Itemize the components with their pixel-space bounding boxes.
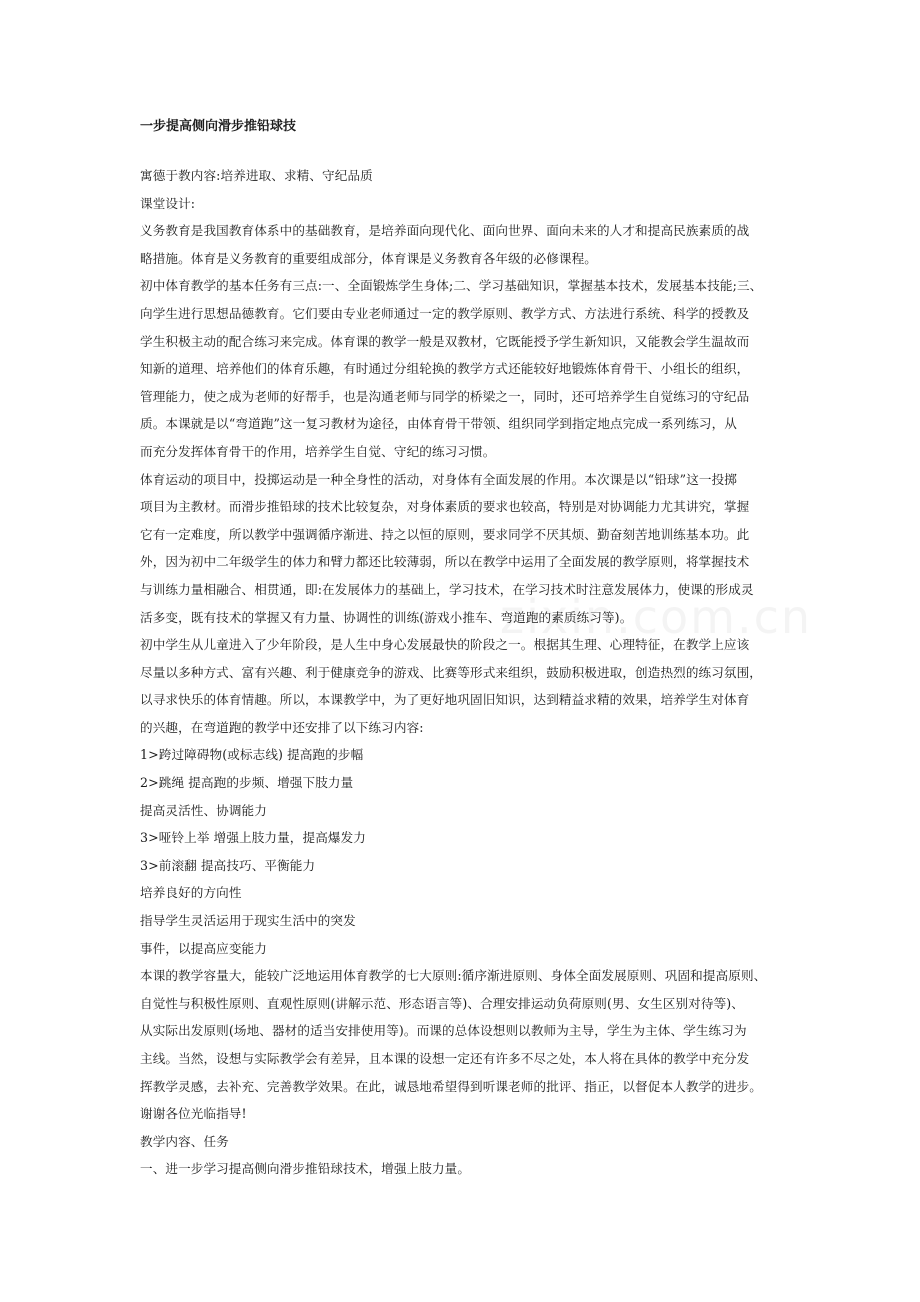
body-line: 教学内容、任务: [140, 1133, 229, 1149]
body-line: 与训练力量相融合、相贯通，即:在发展体力的基础上，学习技术，在学习技术时注意发展体力，使课的形成灵: [140, 581, 754, 597]
body-line: 寓德于教内容:培养进取、求精、守纪品质: [140, 168, 373, 183]
body-line: 一、进一步学习提高侧向滑步推铅球技术，增强上肢力量。: [140, 1161, 471, 1177]
body-line: 的兴趣，在弯道跑的教学中还安排了以下练习内容:: [140, 719, 424, 735]
body-line: 质。本课就是以“弯道跑”这一复习教材为途径，由体育骨干带领、组织同学到指定地点完成一系列练习，从: [140, 416, 737, 432]
body-line: 3>前滚翻 提高技巧、平衡能力: [140, 857, 316, 873]
body-line: 指导学生灵活运用于现实生活中的突发: [140, 913, 356, 929]
body-line: 提高灵活性、协调能力: [140, 802, 267, 818]
body-line: 学生积极主动的配合练习来完成。体育课的教学一般是双教材，它既能授予学生新知识，又能教会学生温故而: [140, 333, 750, 349]
document-body: [140, 162, 800, 1183]
body-line: 谢谢各位光临指导!: [140, 1106, 247, 1122]
body-line: 主线。当然，设想与实际教学会有差异，且本课的设想一定还有许多不尽之处，本人将在具体的教学中充分发: [140, 1051, 750, 1066]
body-line: 本课的教学容量大，能较广泛地运用体育教学的七大原则:循序渐进原则、身体全面发展原则、巩固和提高原则、: [140, 968, 767, 984]
watermark-text: zixin.com.cn: [500, 590, 813, 644]
body-line: 知新的道理、培养他们的体育乐趣，有时通过分组轮换的教学方式还能较好地锻炼体育骨干、小组长的组织，: [140, 361, 750, 377]
body-line: 略措施。体育是义务教育的重要组成部分，体育课是义务教育各年级的必修课程。: [140, 250, 597, 266]
body-line: 3>哑铃上举 增强上肢力量，提高爆发力: [140, 830, 366, 846]
body-line: 事件，以提高应变能力: [140, 940, 267, 956]
body-line: 尽量以多种方式、富有兴趣、利于健康竞争的游戏、比赛等形式来组织，鼓励积极进取，创造热烈的练习氛围，: [140, 664, 762, 680]
body-line: 项目为主教材。而滑步推铅球的技术比较复杂，对身体素质的要求也较高，特别是对协调能力尤其讲究，掌握: [140, 499, 750, 515]
body-line: 活多变，既有技术的掌握又有力量、协调性的训练(游戏小推车、弯道跑的素质练习等)。: [140, 609, 633, 625]
body-line: 外，因为初中二年级学生的体力和臂力都还比较薄弱，所以在教学中运用了全面发展的教学原则，将掌握技术: [140, 554, 750, 570]
body-line: 自觉性与积极性原则、直观性原则(讲解示范、形态语言等)、合理安排运动负荷原则(男、女生区别对待等)、: [140, 995, 744, 1011]
body-line: 义务教育是我国教育体系中的基础教育，是培养面向现代化、面向世界、面向未来的人才和提高民族素质的战: [140, 223, 750, 239]
body-line: 从实际出发原则(场地、器材的适当安排使用等)。而课的总体设想则以教师为主导，学生为主体、学生练习为: [140, 1023, 747, 1039]
document-title: 一步提高侧向滑步推铅球技: [140, 119, 297, 134]
body-line: 而充分发挥体育骨干的作用，培养学生自觉、守纪的练习习惯。: [140, 443, 496, 459]
body-line: 以寻求快乐的体育情趣。所以，本课教学中，为了更好地巩固旧知识，达到精益求精的效果，培养学生对体育: [140, 692, 750, 708]
body-line: 1>跨过障碍物(或标志线) 提高跑的步幅: [140, 747, 364, 763]
body-line: 课堂设计:: [140, 195, 196, 211]
body-line: 体育运动的项目中，投掷运动是一种全身性的活动，对身体有全面发展的作用。本次课是以“铅球”这一投掷: [140, 471, 737, 487]
body-line: 培养良好的方向性: [140, 885, 242, 901]
body-line: 初中学生从儿童进入了少年阶段，是人生中身心发展最快的阶段之一。根据其生理、心理特征，在教学上应该: [140, 637, 750, 653]
body-line: 挥教学灵感，去补充、完善教学效果。在此，诚恳地希望得到听课老师的批评、指正，以督促本人教学的进步。: [140, 1078, 762, 1094]
body-line: 它有一定难度，所以教学中强调循序渐进、持之以恒的原则，要求同学不厌其烦、勤奋刻苦地训练基本功。此: [140, 526, 750, 542]
body-line: 管理能力，使之成为老师的好帮手，也是沟通老师与同学的桥梁之一，同时，还可培养学生自觉练习的守纪品: [140, 388, 750, 404]
body-line: 初中体育教学的基本任务有三点:一、全面锻炼学生身体;二、学习基础知识，掌握基本技术，发展基本技能;三、: [140, 278, 763, 294]
body-line: 2>跳绳 提高跑的步频、增强下肢力量: [140, 775, 354, 791]
body-line: 向学生进行思想品德教育。它们要由专业老师通过一定的教学原则、教学方式、方法进行系统、科学的授教及: [140, 305, 750, 321]
